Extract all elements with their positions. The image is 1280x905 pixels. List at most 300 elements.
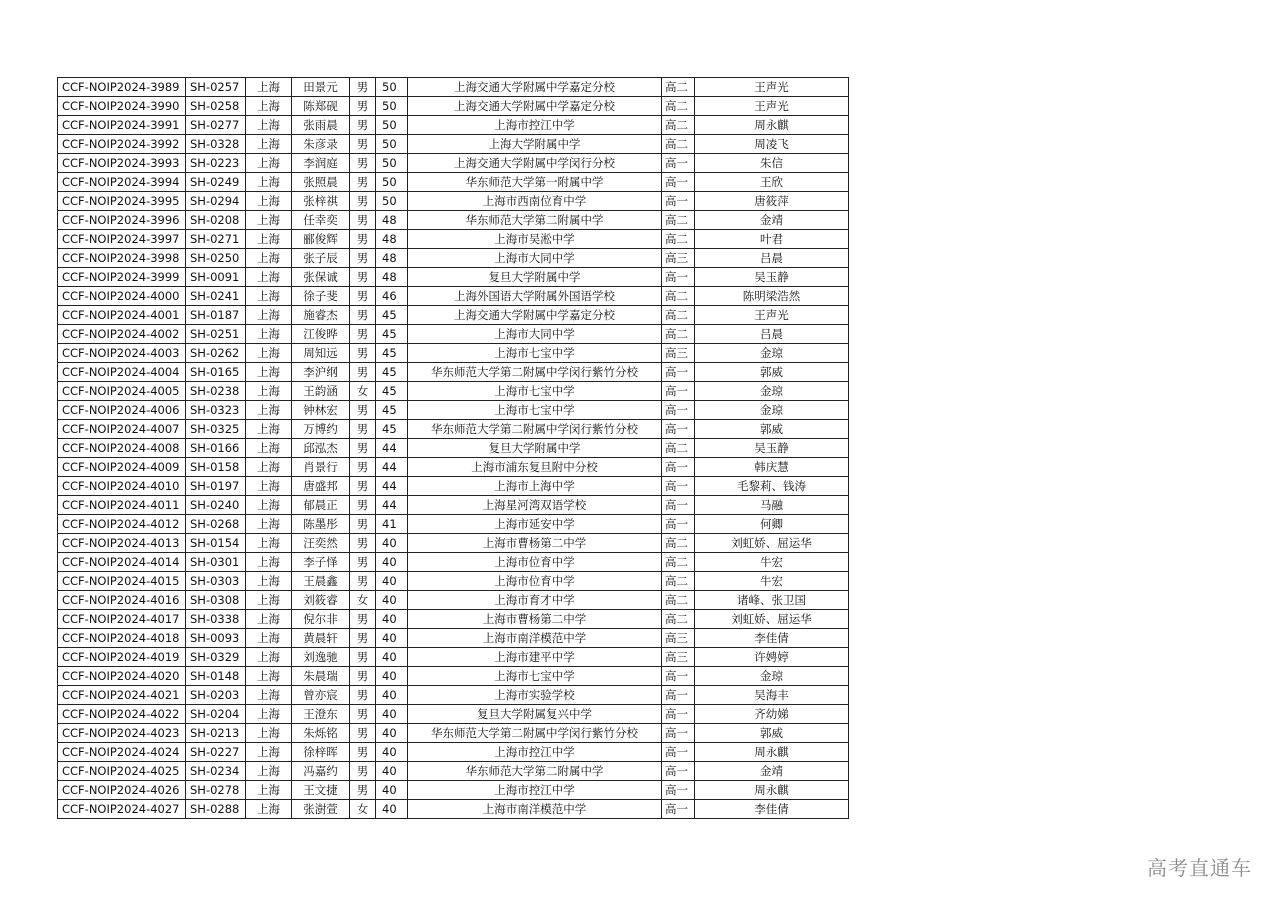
cell-teacher: 牛宏 xyxy=(695,572,849,591)
cell-name: 朱晨瑞 xyxy=(292,667,350,686)
cell-name: 邱泓杰 xyxy=(292,439,350,458)
table-row xyxy=(58,268,849,287)
cell-name: 张保诚 xyxy=(292,268,350,287)
cell-score: 44 xyxy=(376,496,408,515)
cell-province: 上海 xyxy=(246,249,292,268)
cell-province: 上海 xyxy=(246,762,292,781)
cell-contestant-id: CCF-NOIP2024-4021 xyxy=(58,686,186,705)
cell-score: 41 xyxy=(376,515,408,534)
cell-score: 40 xyxy=(376,591,408,610)
cell-registration-code: SH-0166 xyxy=(186,439,246,458)
cell-gender: 男 xyxy=(350,724,376,743)
table-row xyxy=(58,230,849,249)
cell-grade: 高二 xyxy=(662,572,695,591)
cell-gender: 男 xyxy=(350,344,376,363)
cell-school: 上海市曹杨第二中学 xyxy=(408,610,662,629)
cell-score: 50 xyxy=(376,116,408,135)
cell-school: 上海市育才中学 xyxy=(408,591,662,610)
cell-contestant-id: CCF-NOIP2024-4022 xyxy=(58,705,186,724)
cell-name: 李沪纲 xyxy=(292,363,350,382)
table-row xyxy=(58,116,849,135)
results-table xyxy=(57,77,849,819)
cell-name: 倪尔非 xyxy=(292,610,350,629)
cell-score: 45 xyxy=(376,306,408,325)
cell-school: 华东师范大学第二附属中学闵行紫竹分校 xyxy=(408,420,662,439)
cell-name: 郦俊辉 xyxy=(292,230,350,249)
cell-gender: 男 xyxy=(350,287,376,306)
cell-contestant-id: CCF-NOIP2024-3995 xyxy=(58,192,186,211)
table-row xyxy=(58,591,849,610)
cell-teacher: 李佳倩 xyxy=(695,629,849,648)
watermark-text: 高考直通车 xyxy=(1147,856,1252,880)
cell-score: 40 xyxy=(376,610,408,629)
cell-registration-code: SH-0258 xyxy=(186,97,246,116)
cell-name: 王晨鑫 xyxy=(292,572,350,591)
table-row xyxy=(58,800,849,819)
table-row xyxy=(58,648,849,667)
cell-registration-code: SH-0148 xyxy=(186,667,246,686)
table-row xyxy=(58,439,849,458)
cell-score: 40 xyxy=(376,572,408,591)
cell-grade: 高二 xyxy=(662,116,695,135)
cell-score: 45 xyxy=(376,382,408,401)
cell-registration-code: SH-0227 xyxy=(186,743,246,762)
cell-contestant-id: CCF-NOIP2024-4018 xyxy=(58,629,186,648)
cell-province: 上海 xyxy=(246,667,292,686)
cell-teacher: 吕晨 xyxy=(695,249,849,268)
cell-name: 朱烁铭 xyxy=(292,724,350,743)
cell-teacher: 王声光 xyxy=(695,97,849,116)
cell-score: 50 xyxy=(376,97,408,116)
table-row xyxy=(58,515,849,534)
cell-grade: 高一 xyxy=(662,154,695,173)
table-row xyxy=(58,192,849,211)
cell-teacher: 何卿 xyxy=(695,515,849,534)
cell-province: 上海 xyxy=(246,686,292,705)
cell-contestant-id: CCF-NOIP2024-3996 xyxy=(58,211,186,230)
cell-registration-code: SH-0303 xyxy=(186,572,246,591)
cell-registration-code: SH-0294 xyxy=(186,192,246,211)
cell-score: 50 xyxy=(376,173,408,192)
cell-gender: 男 xyxy=(350,648,376,667)
cell-name: 朱彦录 xyxy=(292,135,350,154)
cell-gender: 男 xyxy=(350,173,376,192)
cell-teacher: 吴玉静 xyxy=(695,268,849,287)
cell-teacher: 韩庆慧 xyxy=(695,458,849,477)
cell-gender: 男 xyxy=(350,401,376,420)
cell-contestant-id: CCF-NOIP2024-4027 xyxy=(58,800,186,819)
cell-school: 上海外国语大学附属外国语学校 xyxy=(408,287,662,306)
cell-registration-code: SH-0203 xyxy=(186,686,246,705)
cell-score: 46 xyxy=(376,287,408,306)
cell-gender: 男 xyxy=(350,135,376,154)
cell-name: 江俊晔 xyxy=(292,325,350,344)
cell-contestant-id: CCF-NOIP2024-4019 xyxy=(58,648,186,667)
cell-name: 张雨晨 xyxy=(292,116,350,135)
cell-contestant-id: CCF-NOIP2024-4004 xyxy=(58,363,186,382)
cell-teacher: 郭威 xyxy=(695,724,849,743)
cell-province: 上海 xyxy=(246,724,292,743)
cell-gender: 男 xyxy=(350,420,376,439)
cell-province: 上海 xyxy=(246,496,292,515)
cell-teacher: 周永麒 xyxy=(695,781,849,800)
cell-teacher: 吴玉静 xyxy=(695,439,849,458)
cell-contestant-id: CCF-NOIP2024-4014 xyxy=(58,553,186,572)
cell-registration-code: SH-0301 xyxy=(186,553,246,572)
cell-gender: 男 xyxy=(350,230,376,249)
cell-grade: 高三 xyxy=(662,249,695,268)
cell-contestant-id: CCF-NOIP2024-3994 xyxy=(58,173,186,192)
table-row xyxy=(58,477,849,496)
cell-gender: 男 xyxy=(350,439,376,458)
cell-name: 汪奕然 xyxy=(292,534,350,553)
cell-gender: 男 xyxy=(350,211,376,230)
cell-province: 上海 xyxy=(246,648,292,667)
table-row xyxy=(58,382,849,401)
cell-score: 50 xyxy=(376,78,408,97)
cell-score: 44 xyxy=(376,477,408,496)
cell-teacher: 毛黎莉、钱涛 xyxy=(695,477,849,496)
cell-score: 40 xyxy=(376,724,408,743)
cell-teacher: 李佳倩 xyxy=(695,800,849,819)
cell-score: 48 xyxy=(376,211,408,230)
cell-grade: 高二 xyxy=(662,78,695,97)
table-row xyxy=(58,363,849,382)
cell-score: 48 xyxy=(376,249,408,268)
cell-grade: 高一 xyxy=(662,705,695,724)
cell-province: 上海 xyxy=(246,230,292,249)
cell-contestant-id: CCF-NOIP2024-4000 xyxy=(58,287,186,306)
cell-province: 上海 xyxy=(246,154,292,173)
cell-registration-code: SH-0262 xyxy=(186,344,246,363)
cell-contestant-id: CCF-NOIP2024-4024 xyxy=(58,743,186,762)
cell-name: 冯嘉约 xyxy=(292,762,350,781)
cell-contestant-id: CCF-NOIP2024-3998 xyxy=(58,249,186,268)
cell-province: 上海 xyxy=(246,553,292,572)
cell-teacher: 陈明梁浩然 xyxy=(695,287,849,306)
cell-teacher: 金靖 xyxy=(695,762,849,781)
cell-teacher: 周永麒 xyxy=(695,116,849,135)
cell-contestant-id: CCF-NOIP2024-3993 xyxy=(58,154,186,173)
cell-contestant-id: CCF-NOIP2024-3999 xyxy=(58,268,186,287)
cell-name: 李润庭 xyxy=(292,154,350,173)
cell-contestant-id: CCF-NOIP2024-4006 xyxy=(58,401,186,420)
cell-school: 上海市大同中学 xyxy=(408,325,662,344)
table-row xyxy=(58,572,849,591)
table-row xyxy=(58,173,849,192)
table-row xyxy=(58,553,849,572)
cell-province: 上海 xyxy=(246,743,292,762)
cell-school: 上海市曹杨第二中学 xyxy=(408,534,662,553)
cell-registration-code: SH-0154 xyxy=(186,534,246,553)
cell-gender: 男 xyxy=(350,496,376,515)
cell-registration-code: SH-0257 xyxy=(186,78,246,97)
cell-teacher: 马融 xyxy=(695,496,849,515)
cell-name: 徐子斐 xyxy=(292,287,350,306)
cell-school: 华东师范大学第二附属中学闵行紫竹分校 xyxy=(408,724,662,743)
cell-school: 复旦大学附属复兴中学 xyxy=(408,705,662,724)
cell-name: 王韵涵 xyxy=(292,382,350,401)
cell-gender: 男 xyxy=(350,629,376,648)
cell-score: 50 xyxy=(376,135,408,154)
table-row xyxy=(58,154,849,173)
cell-gender: 男 xyxy=(350,553,376,572)
cell-school: 上海市七宝中学 xyxy=(408,344,662,363)
cell-province: 上海 xyxy=(246,610,292,629)
cell-school: 上海市七宝中学 xyxy=(408,667,662,686)
cell-score: 40 xyxy=(376,800,408,819)
table-row xyxy=(58,401,849,420)
cell-teacher: 金琼 xyxy=(695,667,849,686)
cell-province: 上海 xyxy=(246,268,292,287)
results-table-body xyxy=(58,78,849,819)
cell-teacher: 刘虹娇、屈运华 xyxy=(695,534,849,553)
cell-score: 40 xyxy=(376,743,408,762)
cell-province: 上海 xyxy=(246,382,292,401)
cell-grade: 高二 xyxy=(662,610,695,629)
cell-province: 上海 xyxy=(246,420,292,439)
cell-score: 40 xyxy=(376,629,408,648)
cell-school: 华东师范大学第二附属中学闵行紫竹分校 xyxy=(408,363,662,382)
cell-grade: 高一 xyxy=(662,800,695,819)
cell-province: 上海 xyxy=(246,344,292,363)
cell-registration-code: SH-0251 xyxy=(186,325,246,344)
cell-grade: 高一 xyxy=(662,496,695,515)
cell-school: 上海星河湾双语学校 xyxy=(408,496,662,515)
cell-registration-code: SH-0208 xyxy=(186,211,246,230)
cell-registration-code: SH-0223 xyxy=(186,154,246,173)
cell-registration-code: SH-0338 xyxy=(186,610,246,629)
cell-contestant-id: CCF-NOIP2024-3992 xyxy=(58,135,186,154)
cell-registration-code: SH-0165 xyxy=(186,363,246,382)
cell-score: 44 xyxy=(376,458,408,477)
cell-teacher: 王声光 xyxy=(695,78,849,97)
cell-teacher: 叶君 xyxy=(695,230,849,249)
cell-grade: 高一 xyxy=(662,458,695,477)
cell-score: 40 xyxy=(376,553,408,572)
cell-province: 上海 xyxy=(246,211,292,230)
cell-registration-code: SH-0250 xyxy=(186,249,246,268)
cell-name: 施睿杰 xyxy=(292,306,350,325)
cell-name: 唐盛邦 xyxy=(292,477,350,496)
cell-registration-code: SH-0271 xyxy=(186,230,246,249)
table-row xyxy=(58,705,849,724)
cell-contestant-id: CCF-NOIP2024-4013 xyxy=(58,534,186,553)
cell-contestant-id: CCF-NOIP2024-4005 xyxy=(58,382,186,401)
cell-school: 上海交通大学附属中学嘉定分校 xyxy=(408,97,662,116)
cell-grade: 高一 xyxy=(662,743,695,762)
table-row xyxy=(58,420,849,439)
cell-registration-code: SH-0277 xyxy=(186,116,246,135)
cell-school: 华东师范大学第二附属中学 xyxy=(408,762,662,781)
cell-province: 上海 xyxy=(246,572,292,591)
cell-grade: 高三 xyxy=(662,344,695,363)
cell-province: 上海 xyxy=(246,477,292,496)
cell-grade: 高一 xyxy=(662,268,695,287)
cell-gender: 女 xyxy=(350,382,376,401)
cell-contestant-id: CCF-NOIP2024-4003 xyxy=(58,344,186,363)
cell-grade: 高一 xyxy=(662,686,695,705)
cell-grade: 高二 xyxy=(662,135,695,154)
table-row xyxy=(58,325,849,344)
table-row xyxy=(58,610,849,629)
cell-registration-code: SH-0323 xyxy=(186,401,246,420)
cell-gender: 男 xyxy=(350,515,376,534)
cell-registration-code: SH-0308 xyxy=(186,591,246,610)
cell-contestant-id: CCF-NOIP2024-4012 xyxy=(58,515,186,534)
cell-grade: 高一 xyxy=(662,667,695,686)
cell-school: 上海市建平中学 xyxy=(408,648,662,667)
cell-name: 田景元 xyxy=(292,78,350,97)
cell-province: 上海 xyxy=(246,135,292,154)
cell-contestant-id: CCF-NOIP2024-4001 xyxy=(58,306,186,325)
cell-school: 上海市七宝中学 xyxy=(408,401,662,420)
table-row xyxy=(58,287,849,306)
table-row xyxy=(58,211,849,230)
cell-registration-code: SH-0234 xyxy=(186,762,246,781)
cell-grade: 高一 xyxy=(662,420,695,439)
cell-gender: 男 xyxy=(350,249,376,268)
cell-grade: 高二 xyxy=(662,230,695,249)
cell-school: 上海市南洋模范中学 xyxy=(408,629,662,648)
cell-gender: 男 xyxy=(350,458,376,477)
cell-contestant-id: CCF-NOIP2024-4010 xyxy=(58,477,186,496)
cell-name: 张澍萱 xyxy=(292,800,350,819)
cell-school: 上海交通大学附属中学嘉定分校 xyxy=(408,306,662,325)
cell-contestant-id: CCF-NOIP2024-4011 xyxy=(58,496,186,515)
cell-score: 40 xyxy=(376,648,408,667)
cell-name: 刘筱睿 xyxy=(292,591,350,610)
cell-name: 陈墨彤 xyxy=(292,515,350,534)
cell-school: 上海交通大学附属中学嘉定分校 xyxy=(408,78,662,97)
cell-name: 郁晨正 xyxy=(292,496,350,515)
cell-score: 45 xyxy=(376,325,408,344)
cell-gender: 男 xyxy=(350,78,376,97)
table-row xyxy=(58,762,849,781)
cell-gender: 男 xyxy=(350,116,376,135)
cell-gender: 男 xyxy=(350,534,376,553)
cell-name: 陈郑砚 xyxy=(292,97,350,116)
cell-province: 上海 xyxy=(246,78,292,97)
cell-province: 上海 xyxy=(246,306,292,325)
cell-name: 王澄东 xyxy=(292,705,350,724)
cell-teacher: 朱信 xyxy=(695,154,849,173)
table-row xyxy=(58,724,849,743)
cell-province: 上海 xyxy=(246,705,292,724)
cell-gender: 男 xyxy=(350,610,376,629)
cell-score: 48 xyxy=(376,230,408,249)
cell-name: 黄晨轩 xyxy=(292,629,350,648)
cell-province: 上海 xyxy=(246,401,292,420)
cell-name: 张梓祺 xyxy=(292,192,350,211)
cell-grade: 高一 xyxy=(662,363,695,382)
cell-name: 肖景行 xyxy=(292,458,350,477)
cell-school: 上海市浦东复旦附中分校 xyxy=(408,458,662,477)
cell-contestant-id: CCF-NOIP2024-4025 xyxy=(58,762,186,781)
cell-school: 上海市控江中学 xyxy=(408,781,662,800)
cell-province: 上海 xyxy=(246,192,292,211)
cell-gender: 男 xyxy=(350,192,376,211)
cell-name: 王文捷 xyxy=(292,781,350,800)
cell-teacher: 周永麒 xyxy=(695,743,849,762)
cell-contestant-id: CCF-NOIP2024-4008 xyxy=(58,439,186,458)
cell-province: 上海 xyxy=(246,781,292,800)
cell-grade: 高二 xyxy=(662,97,695,116)
cell-teacher: 金琼 xyxy=(695,401,849,420)
cell-grade: 高二 xyxy=(662,287,695,306)
cell-contestant-id: CCF-NOIP2024-4020 xyxy=(58,667,186,686)
cell-grade: 高一 xyxy=(662,477,695,496)
cell-registration-code: SH-0213 xyxy=(186,724,246,743)
cell-name: 钟林宏 xyxy=(292,401,350,420)
cell-teacher: 郭威 xyxy=(695,420,849,439)
cell-grade: 高二 xyxy=(662,211,695,230)
cell-registration-code: SH-0329 xyxy=(186,648,246,667)
cell-province: 上海 xyxy=(246,363,292,382)
cell-teacher: 周凌飞 xyxy=(695,135,849,154)
cell-teacher: 王声光 xyxy=(695,306,849,325)
cell-province: 上海 xyxy=(246,458,292,477)
cell-school: 上海市控江中学 xyxy=(408,116,662,135)
cell-contestant-id: CCF-NOIP2024-3997 xyxy=(58,230,186,249)
cell-school: 上海交通大学附属中学闵行分校 xyxy=(408,154,662,173)
cell-contestant-id: CCF-NOIP2024-3991 xyxy=(58,116,186,135)
cell-school: 上海市吴淞中学 xyxy=(408,230,662,249)
table-row xyxy=(58,496,849,515)
cell-gender: 男 xyxy=(350,97,376,116)
cell-school: 上海市南洋模范中学 xyxy=(408,800,662,819)
cell-grade: 高一 xyxy=(662,401,695,420)
cell-registration-code: SH-0241 xyxy=(186,287,246,306)
table-row xyxy=(58,667,849,686)
cell-gender: 男 xyxy=(350,572,376,591)
cell-registration-code: SH-0325 xyxy=(186,420,246,439)
cell-teacher: 唐筱萍 xyxy=(695,192,849,211)
table-row xyxy=(58,534,849,553)
cell-name: 李子怿 xyxy=(292,553,350,572)
cell-score: 45 xyxy=(376,420,408,439)
cell-grade: 高一 xyxy=(662,762,695,781)
cell-school: 上海市位育中学 xyxy=(408,572,662,591)
table-row xyxy=(58,97,849,116)
table-row xyxy=(58,743,849,762)
cell-province: 上海 xyxy=(246,97,292,116)
cell-gender: 男 xyxy=(350,686,376,705)
cell-province: 上海 xyxy=(246,439,292,458)
cell-teacher: 齐幼娣 xyxy=(695,705,849,724)
cell-name: 徐梓晖 xyxy=(292,743,350,762)
cell-grade: 高一 xyxy=(662,192,695,211)
cell-registration-code: SH-0328 xyxy=(186,135,246,154)
cell-registration-code: SH-0093 xyxy=(186,629,246,648)
cell-teacher: 郭威 xyxy=(695,363,849,382)
cell-province: 上海 xyxy=(246,629,292,648)
cell-gender: 男 xyxy=(350,667,376,686)
cell-score: 45 xyxy=(376,363,408,382)
cell-score: 40 xyxy=(376,705,408,724)
cell-grade: 高二 xyxy=(662,591,695,610)
table-row xyxy=(58,249,849,268)
cell-contestant-id: CCF-NOIP2024-4002 xyxy=(58,325,186,344)
cell-grade: 高二 xyxy=(662,439,695,458)
cell-score: 45 xyxy=(376,344,408,363)
cell-teacher: 刘虹娇、屈运华 xyxy=(695,610,849,629)
cell-gender: 男 xyxy=(350,268,376,287)
cell-school: 华东师范大学第二附属中学 xyxy=(408,211,662,230)
cell-name: 周知远 xyxy=(292,344,350,363)
cell-grade: 高二 xyxy=(662,534,695,553)
cell-contestant-id: CCF-NOIP2024-4016 xyxy=(58,591,186,610)
